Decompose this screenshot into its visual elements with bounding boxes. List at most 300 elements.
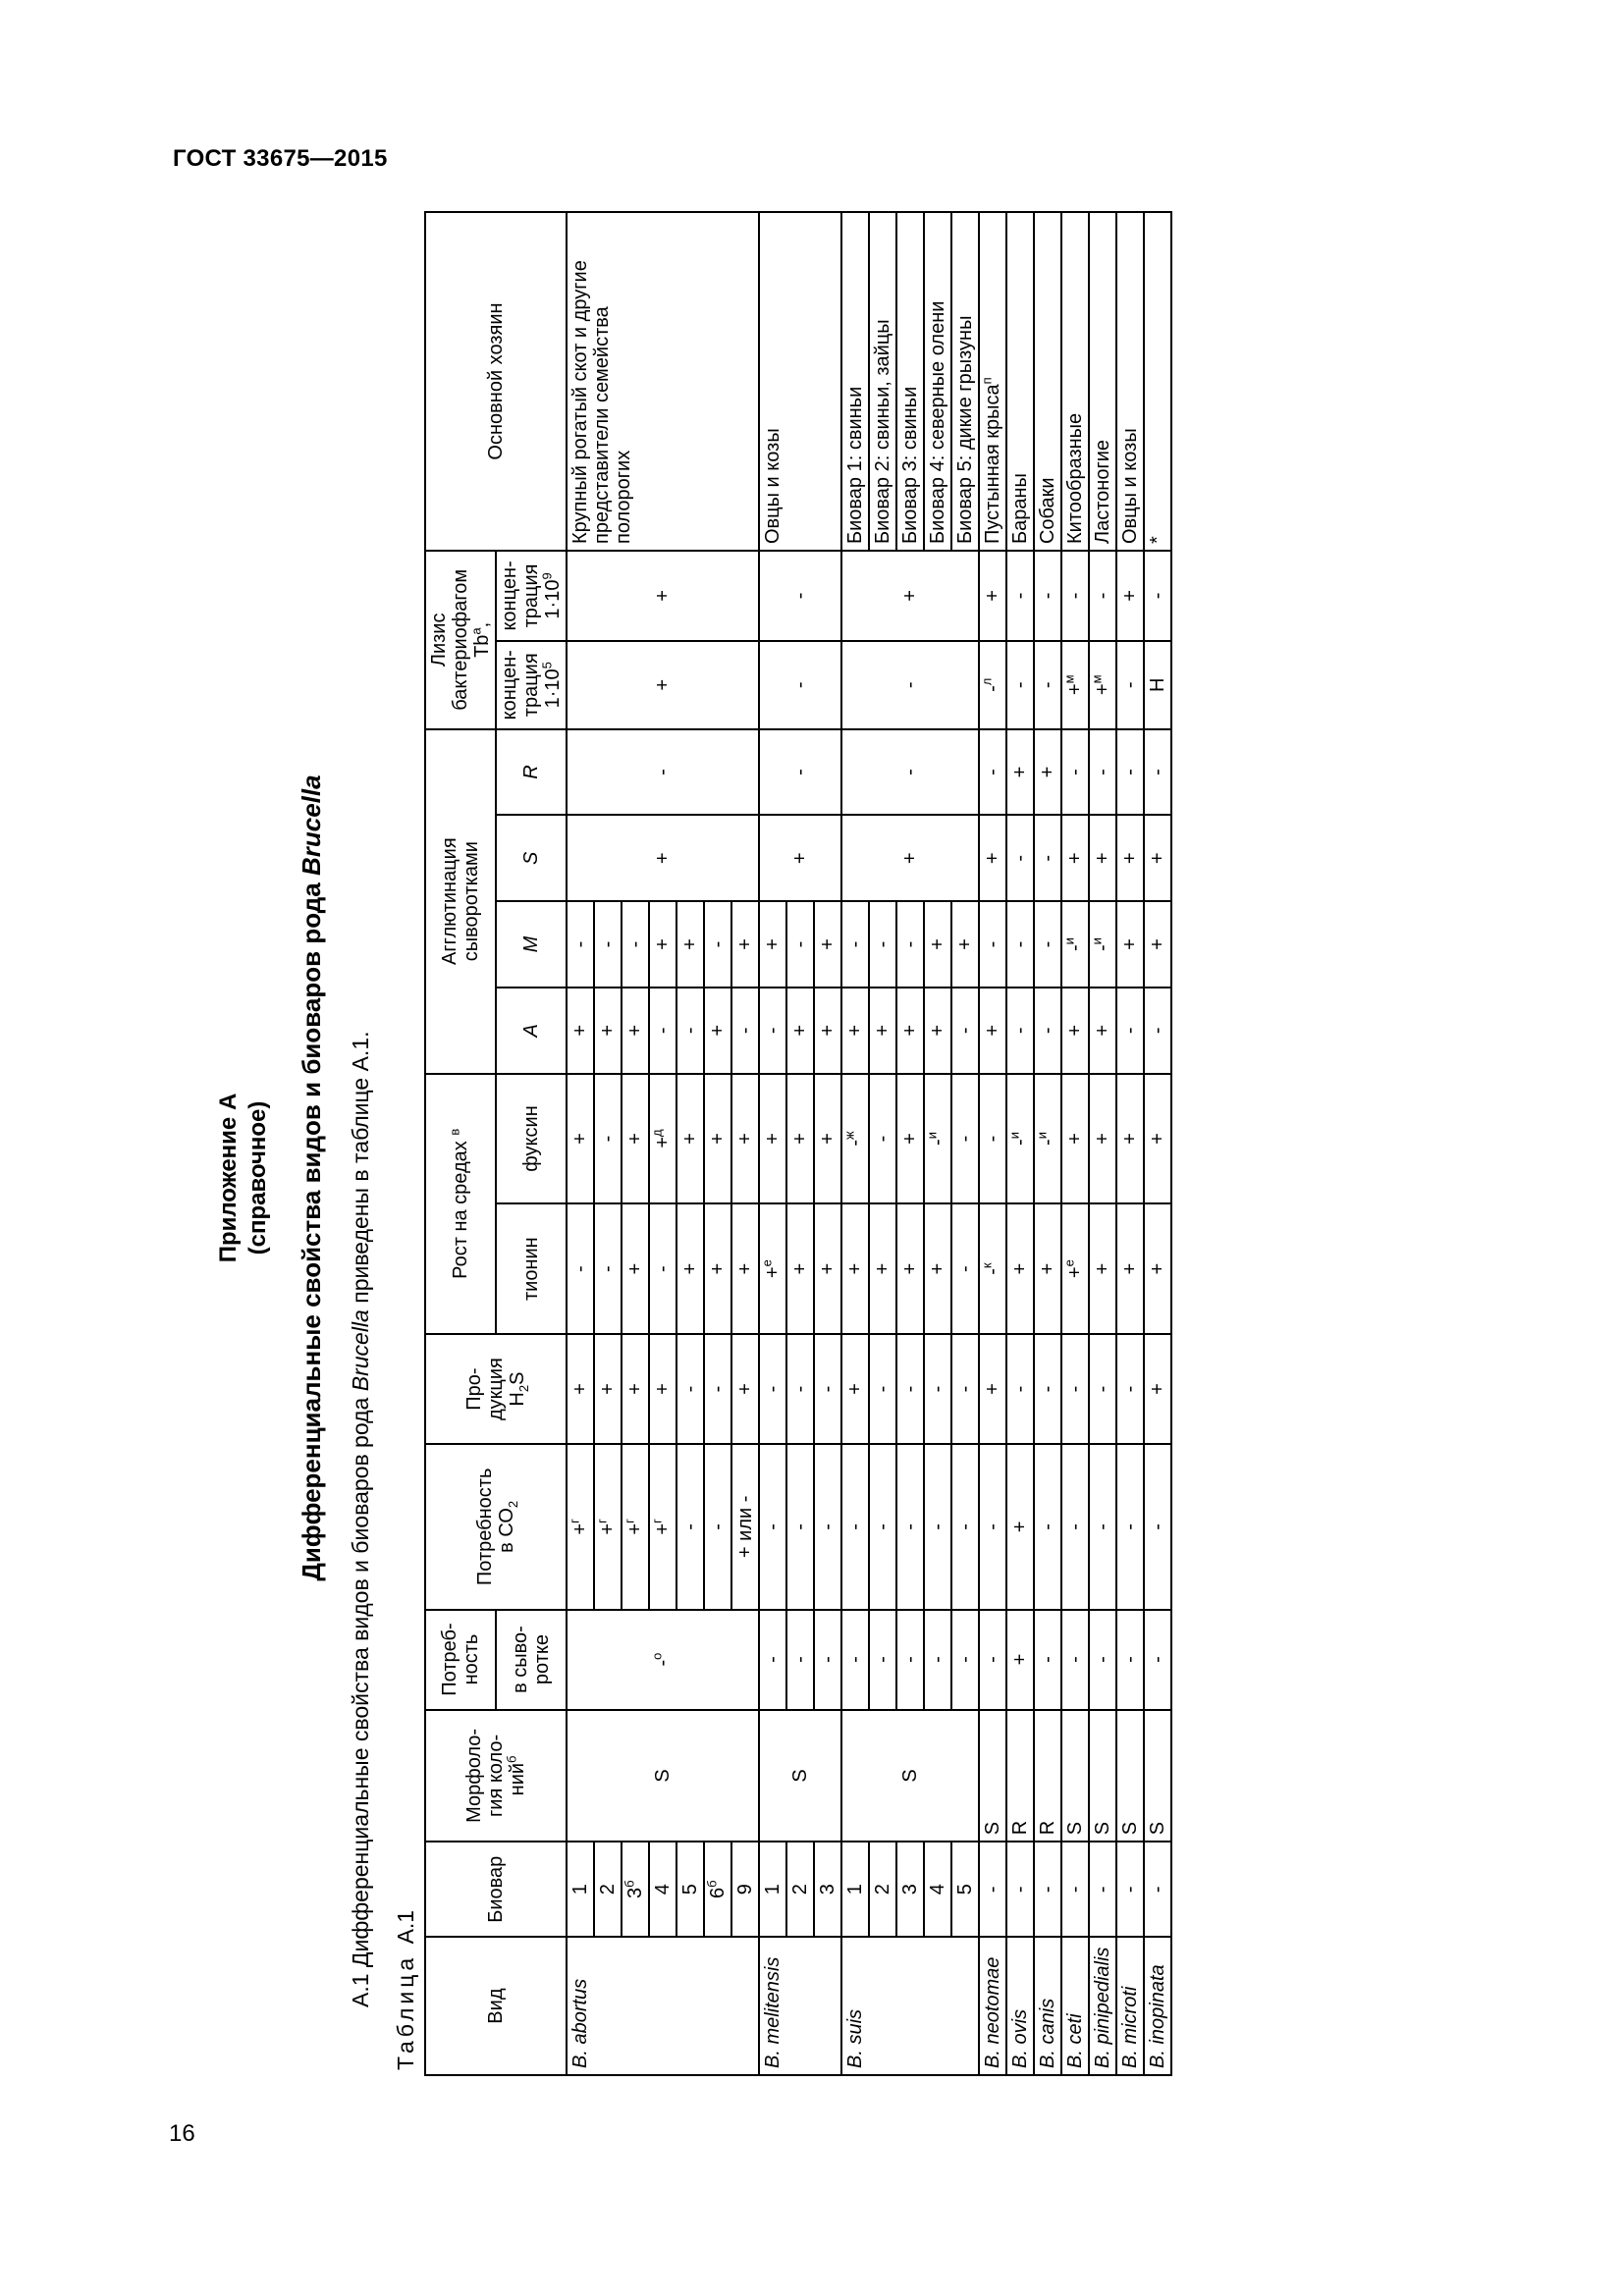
cell-value: - [982,1268,1003,1275]
header-text: M [520,935,542,953]
header-text: Потребность [474,1468,496,1586]
intro-text: А.1 Дифференциальные свойства видов и биоваров рода [348,1397,373,2007]
other-species-rows [979,212,1171,2075]
biovar-cell [951,1842,979,1937]
footnote-mark: л [979,677,995,686]
cell-value: - [982,769,1003,775]
cell-value: - [652,769,674,775]
aggl-m-cell [704,901,731,988]
cell-value: S [1147,1821,1168,1836]
serum-cell [869,1610,896,1710]
cell-value: 3 [817,1884,839,1896]
aggl-s-cell [1144,815,1171,901]
aggl-s-cell [1061,815,1089,901]
table-label-number: А.1 [393,1909,418,1945]
host-cell [1006,212,1034,551]
cell-value: + [982,1024,1003,1037]
biovar-cell [1006,1842,1034,1937]
biovar-cell [704,1842,731,1937]
header-text: дукция [485,1358,507,1420]
cell-value: + [707,1262,729,1275]
co2-cell [704,1444,731,1609]
co2-cell [1061,1444,1089,1609]
header-species: Вид [425,1937,567,2075]
cell-value: Биовар 4: северные олени [927,300,948,545]
fuchsin-cell [1034,1074,1061,1204]
host-cell [896,212,924,551]
lysis-9-cell [759,551,841,641]
cell-value: - [652,1265,674,1272]
lysis-5-cell [979,641,1006,729]
lysis-5-cell [1006,641,1034,729]
cell-value: + [844,1024,866,1037]
cell-value: + [927,938,948,950]
cell-value: - [789,1385,811,1393]
aggl-m-cell [594,901,622,988]
cell-value: - [789,592,811,600]
header-text: Потреб- [439,1623,460,1696]
host-cell [1116,212,1144,551]
morphology-cell [1116,1710,1144,1842]
cell-value: - [1037,940,1058,948]
aggl-a-cell [567,988,594,1074]
co2-cell [1144,1444,1171,1609]
aggl-m-cell [979,901,1006,988]
header-text: ний [507,1762,528,1796]
aggl-s-cell [841,815,979,901]
cell-value: - [1119,1385,1141,1393]
morphology-cell [759,1710,841,1842]
cell-value: B. microti [1119,1986,1141,2068]
cell-value: - [789,681,811,689]
serum-cell [786,1610,814,1710]
cell-value: - [762,1385,784,1393]
cell-value: - [954,1385,976,1393]
aggl-a-cell [759,988,786,1074]
h2s-cell [841,1334,869,1444]
lysis-9-cell [841,551,979,641]
cell-value: + [1119,1133,1141,1145]
co2-cell [1116,1444,1144,1609]
superscript: 5 [539,662,555,669]
cell-value: - [679,1027,701,1035]
table-label [393,1910,419,2070]
suis-rows [841,212,979,2075]
aggl-r-cell [1034,729,1061,816]
cell-value: - [1092,1886,1113,1894]
table-label-word: Таблица [393,1953,418,2070]
fuchsin-cell [869,1074,896,1204]
fuchsin-cell [1061,1074,1089,1204]
cell-value: + [762,1266,784,1279]
cell-value: + [1119,590,1141,602]
fuchsin-cell [924,1074,951,1204]
biovar-cell [594,1842,622,1937]
host-cell [951,212,979,551]
header-fuchsin: фуксин [496,1074,567,1204]
cell-value: - [954,1523,976,1530]
header-text: Рост на средах [450,1141,471,1279]
cell-value: + [1009,1653,1031,1666]
cell-value: 1 [844,1884,866,1896]
fuchsin-cell [1089,1074,1116,1204]
h2s-cell [869,1334,896,1444]
aggl-a-cell [731,988,759,1074]
cell-value: - [844,1523,866,1530]
thionin-cell [869,1203,896,1334]
cell-value: + [1009,766,1031,778]
cell-value: + [734,1262,756,1275]
cell-value: + [597,1024,619,1037]
header-col-r [496,729,567,816]
header-col-a [496,988,567,1074]
footnote-mark: в [447,1128,462,1136]
aggl-m-cell [1034,901,1061,988]
intro-genus: Brucella [348,1309,373,1392]
aggl-a-cell [704,988,731,1074]
cell-value: - [652,1659,674,1667]
cell-value: B. ovis [1009,2008,1031,2068]
lysis-9-cell [1006,551,1034,641]
header-text: трация [520,653,542,718]
h2s-cell [1034,1334,1061,1444]
host-cell [1144,212,1171,551]
header-text: , [471,621,493,628]
h2s-cell [731,1334,759,1444]
host-cell [759,212,841,551]
cell-value: - [927,1656,948,1663]
lysis-9-cell [1061,551,1089,641]
cell-value: - [707,1385,729,1393]
thionin-cell [896,1203,924,1334]
footnote-mark: б [504,1755,519,1763]
serum-cell [759,1610,786,1710]
morphology-cell [1089,1710,1116,1842]
header-text: R [520,765,542,779]
cell-value: 4 [927,1884,948,1896]
cell-value: - [1064,944,1086,951]
fuchsin-cell [759,1074,786,1204]
cell-value: + [789,1262,811,1275]
aggl-m-cell [841,901,869,988]
host-cell [841,212,869,551]
fuchsin-cell [979,1074,1006,1204]
aggl-m-cell [1006,901,1034,988]
aggl-a-cell [869,988,896,1074]
cell-value: + [844,1262,866,1275]
table-row [979,212,1006,2075]
cell-value: + [624,1262,646,1275]
lysis-9-cell [979,551,1006,641]
cell-value: - [569,1265,591,1272]
brucella-table [424,211,1172,2076]
thionin-cell [649,1203,676,1334]
thionin-cell [924,1203,951,1334]
table-row [841,212,869,2075]
cell-value: B. suis [844,2008,866,2068]
aggl-m-cell [869,901,896,988]
cell-value: + [1064,1133,1086,1145]
fuchsin-cell [951,1074,979,1204]
header-text: сыворотками [460,841,482,962]
species-cell [1144,1937,1171,2075]
cell-value: + [817,1262,839,1275]
thionin-cell [1034,1203,1061,1334]
aggl-a-cell [924,988,951,1074]
thionin-cell [622,1203,649,1334]
cell-value: + [652,678,674,691]
cell-value: * [1147,536,1168,545]
cell-value: + [569,1024,591,1037]
footnote-mark: п [979,377,995,385]
cell-value: + или - [734,1495,756,1559]
aggl-s-cell [1006,815,1034,901]
aggl-r-cell [841,729,979,816]
aggl-s-cell [759,815,841,901]
footnote-mark: г [567,1519,582,1523]
footnote-mark: о [649,1652,665,1660]
h2s-cell [1006,1334,1034,1444]
fuchsin-cell [567,1074,594,1204]
thionin-cell [951,1203,979,1334]
header-biovar: Биовар [425,1842,567,1937]
footnote-mark: б [704,1880,720,1888]
cell-value: - [1009,1886,1031,1894]
thionin-cell [1006,1203,1034,1334]
cell-value: - [872,1135,893,1143]
cell-value: B. melitensis [762,1956,784,2068]
serum-cell [924,1610,951,1710]
melitensis-rows [759,212,841,2075]
cell-value: + [679,938,701,950]
table-row [1144,212,1171,2075]
cell-value: + [624,1133,646,1145]
cell-value: + [652,1522,674,1535]
co2-cell [676,1444,704,1609]
species-cell [1006,1937,1034,2075]
cell-value: - [927,1523,948,1530]
header-text: ротке [531,1634,553,1685]
cell-value: - [679,1385,701,1393]
header-serum-sub [496,1610,567,1710]
cell-value: + [817,1024,839,1037]
cell-value: + [679,1133,701,1145]
annex-title [297,201,327,2155]
morphology-cell [979,1710,1006,1842]
lysis-5-cell [1034,641,1061,729]
table-row [1116,212,1144,2075]
morphology-cell [1061,1710,1089,1842]
cell-value: Бараны [1009,473,1031,545]
cell-value: - [1092,944,1113,951]
serum-cell [1061,1610,1089,1710]
cell-value: - [1009,592,1031,600]
footnote-mark: д [649,1129,665,1137]
biovar-cell [676,1842,704,1937]
aggl-m-cell [1061,901,1089,988]
cell-value: + [1092,1024,1113,1037]
cell-value: Собаки [1037,477,1058,545]
cell-value: 2 [789,1884,811,1896]
cell-value: - [844,940,866,948]
cell-value: + [927,1262,948,1275]
lysis-5-cell [1061,641,1089,729]
cell-value: - [1119,769,1141,775]
serum-cell [1006,1610,1034,1710]
aggl-m-cell [759,901,786,988]
cell-value: - [1092,1656,1113,1663]
aggl-a-cell [979,988,1006,1074]
aggl-r-cell [567,729,759,816]
cell-value: Биовар 2: свиньи, зайцы [872,319,893,545]
cell-value: Биовар 5: дикие грызуны [954,315,976,545]
header-text: S [520,851,542,865]
cell-value: S [1092,1821,1113,1836]
biovar-cell [1089,1842,1116,1937]
cell-value: + [1119,1262,1141,1275]
cell-value: - [1092,592,1113,600]
aggl-a-cell [1061,988,1089,1074]
header-text: концен- [499,561,520,631]
aggl-a-cell [1116,988,1144,1074]
fuchsin-cell [814,1074,841,1204]
host-cell [869,212,896,551]
cell-value: Пустынная крыса [982,384,1003,545]
cell-value: B. inopinata [1147,1964,1168,2068]
serum-cell [896,1610,924,1710]
cell-value: + [1037,1262,1058,1275]
header-co2 [425,1444,567,1609]
serum-cell [814,1610,841,1710]
aggl-a-cell [1034,988,1061,1074]
thionin-cell [786,1203,814,1334]
h2s-cell [979,1334,1006,1444]
h2s-cell [1144,1334,1171,1444]
cell-value: - [872,1656,893,1663]
cell-value: + [597,1383,619,1395]
cell-value: - [1092,1523,1113,1530]
table-row [567,212,594,2075]
serum-cell [841,1610,869,1710]
co2-cell [814,1444,841,1609]
cell-value: S [652,1769,674,1783]
header-conc-9 [496,551,567,641]
footnote-mark: е [759,1259,775,1267]
cell-value: - [872,940,893,948]
header-text: A [520,1024,542,1038]
cell-value: - [1037,1656,1058,1663]
h2s-cell [594,1334,622,1444]
serum-cell [1089,1610,1116,1710]
cell-value: + [569,1522,591,1535]
table-row [759,212,786,2075]
footnote-mark: a [468,627,484,635]
cell-value: + [652,590,674,602]
species-cell [1089,1937,1116,2075]
header-text: Про- [463,1367,485,1411]
host-cell [1061,212,1089,551]
cell-value: B. abortus [569,1978,591,2068]
cell-value: + [652,938,674,950]
biovar-cell [1061,1842,1089,1937]
cell-value: - [954,1265,976,1272]
cell-value: + [1009,1521,1031,1533]
co2-cell [594,1444,622,1609]
cell-value: - [624,940,646,948]
cell-value: + [844,1383,866,1395]
header-text: гия коло- [485,1734,507,1818]
biovar-cell [924,1842,951,1937]
co2-cell [869,1444,896,1609]
fuchsin-cell [1144,1074,1171,1204]
fuchsin-cell [786,1074,814,1204]
cell-value: + [1092,1133,1113,1145]
thionin-cell [759,1203,786,1334]
h2s-cell [1089,1334,1116,1444]
h2s-cell [814,1334,841,1444]
cell-value: - [927,1139,948,1146]
cell-value: - [927,1385,948,1393]
cell-value: Ластоногие [1092,439,1113,545]
aggl-m-cell [676,901,704,988]
cell-value: + [789,1133,811,1145]
co2-cell [649,1444,676,1609]
annex-label: Приложение А [215,1093,242,1263]
footnote-mark: ж [841,1131,857,1140]
cell-value: Биовар 3: свиньи [899,386,921,545]
aggl-r-cell [1144,729,1171,816]
biovar-cell [814,1842,841,1937]
cell-value: + [789,852,811,865]
header-text: 1·10 [542,579,564,619]
page-number: 16 [169,2120,195,2147]
cell-value: Овцы и козы [1119,428,1141,545]
cell-value: + [899,1133,921,1145]
cell-value: + [1092,852,1113,865]
serum-cell [1116,1610,1144,1710]
biovar-cell [649,1842,676,1937]
cell-value: - [597,1265,619,1272]
cell-value: + [569,1133,591,1145]
cell-value: - [762,1523,784,1530]
cell-value: - [1147,769,1168,775]
cell-value: - [789,1656,811,1663]
cell-value: + [1064,683,1086,696]
cell-value: B. neotomae [982,1956,1003,2068]
serum-cell [951,1610,979,1710]
cell-value: + [1064,1266,1086,1279]
header-serum [425,1610,496,1710]
fuchsin-cell [649,1074,676,1204]
cell-value: - [652,1027,674,1035]
biovar-cell [1034,1842,1061,1937]
lysis-9-cell [1144,551,1171,641]
co2-cell [924,1444,951,1609]
header-text: Лизис [428,613,450,667]
footnote-mark: г [594,1519,610,1523]
superscript: 9 [539,572,555,580]
cell-value: 6 [707,1887,729,1899]
cell-value: - [954,1656,976,1663]
cell-value: + [1064,1024,1086,1037]
serum-cell [567,1610,759,1710]
biovar-cell [1116,1842,1144,1937]
cell-value: - [789,769,811,775]
lysis-5-cell [1089,641,1116,729]
cell-value: S [1064,1821,1086,1836]
subscript: 2 [506,1500,520,1509]
thionin-cell [594,1203,622,1334]
